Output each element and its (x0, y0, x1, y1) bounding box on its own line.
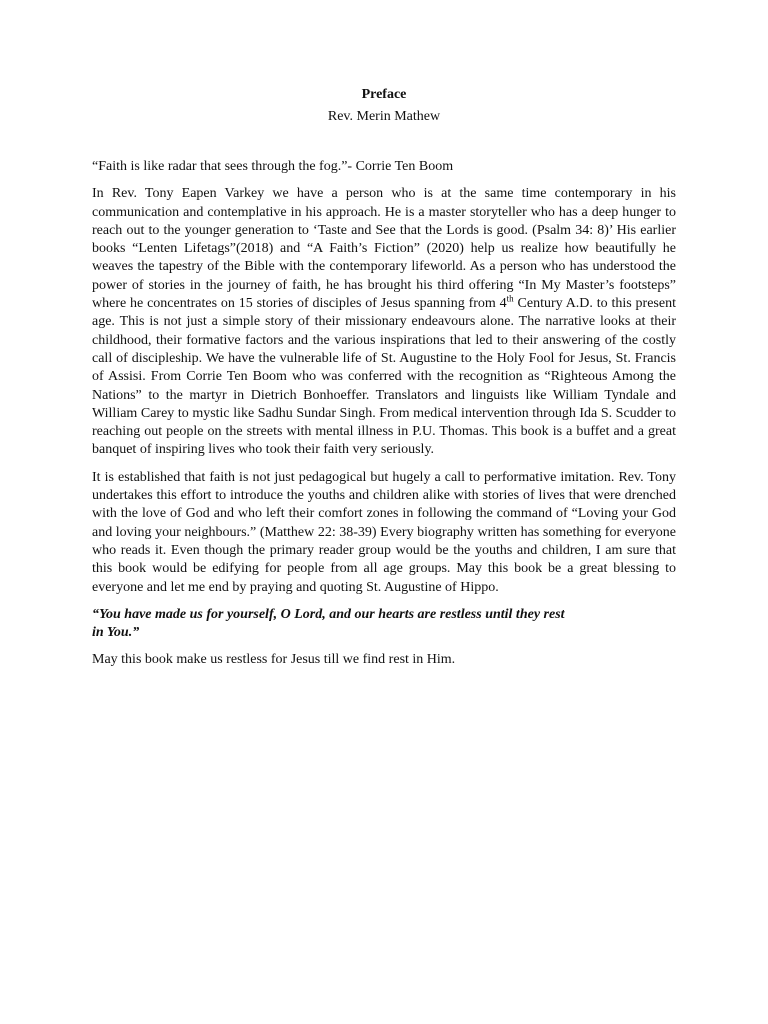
body-paragraph-2: It is established that faith is not just pedagogical but hugely a call to performative imitation. Rev. Tony undertakes this effort to introduce the youths and children alike with stories of lives that were drenched with the love of God and who left their comfort zones in following the command of “Loving your God and loving your neighbours.” (Matthew 22: 38-39) Every biography written has something for everyone who reads it. Even though the primary reader group would be the youths and children, I am sure that this book would be edifying for people from all age groups. May this book be a great blessing to everyone and let me end by praying and quoting St. Augustine of Hippo. (92, 469, 676, 595)
ordinal-superscript: th (506, 293, 514, 304)
page-title: Preface (361, 87, 407, 102)
closing-quote: “You have made us for yourself, O Lord, and our hearts are restless until they rest in You.” (92, 606, 565, 641)
body-paragraph-1 (92, 185, 676, 459)
paragraph-1-text-b: Century A.D. to this present age. This is not just a simple story of their missionary endeavours alone. The narrative looks at their childhood, their formative factors and the various inspirations that led to their answering of the costly call of discipleship. We have the vulnerable life of St. Augustine to the Holy Fool for Jesus, St. Francis of Assisi. From Corrie Ten Boom who was conferred with the recognition as “Righteous Among the Nations” to the martyr in Dietrich Bonhoeffer. Translators and linguists like William Tyndale and William Carey to mystic like Sadhu Sundar Singh. From medical intervention through Ida S. Scudder to reaching out people on the streets with mental illness in P.U. Thomas. This book is a buffet and a great banquet of inspiring lives who took their faith very seriously. (92, 296, 676, 458)
author-line: Rev. Merin Mathew (327, 109, 441, 124)
closing-line: May this book make us restless for Jesus till we find rest in Him. (92, 652, 456, 668)
paragraph-1-text-a: In Rev. Tony Eapen Varkey we have a person who is at the same time contemporary in his communication and contemplative in his approach. He is a master storyteller who has a deep hunger to reach out to the younger generation to ‘Taste and See that the Lords is good. (Psalm 34: 8)’ His earlier books “Lenten Lifetags”(2018) and “A Faith’s Fiction” (2020) help us realize how beautifully he weaves the tapestry of the Bible with the contemporary lifeworld. As a person who has understood the power of stories in the journey of faith, he has brought his third offering “In My Master’s footsteps” where he concentrates on 15 stories of disciples of Jesus spanning from 4 (92, 186, 676, 312)
epigraph: “Faith is like radar that sees through the fog.”- Corrie Ten Boom (92, 159, 454, 174)
